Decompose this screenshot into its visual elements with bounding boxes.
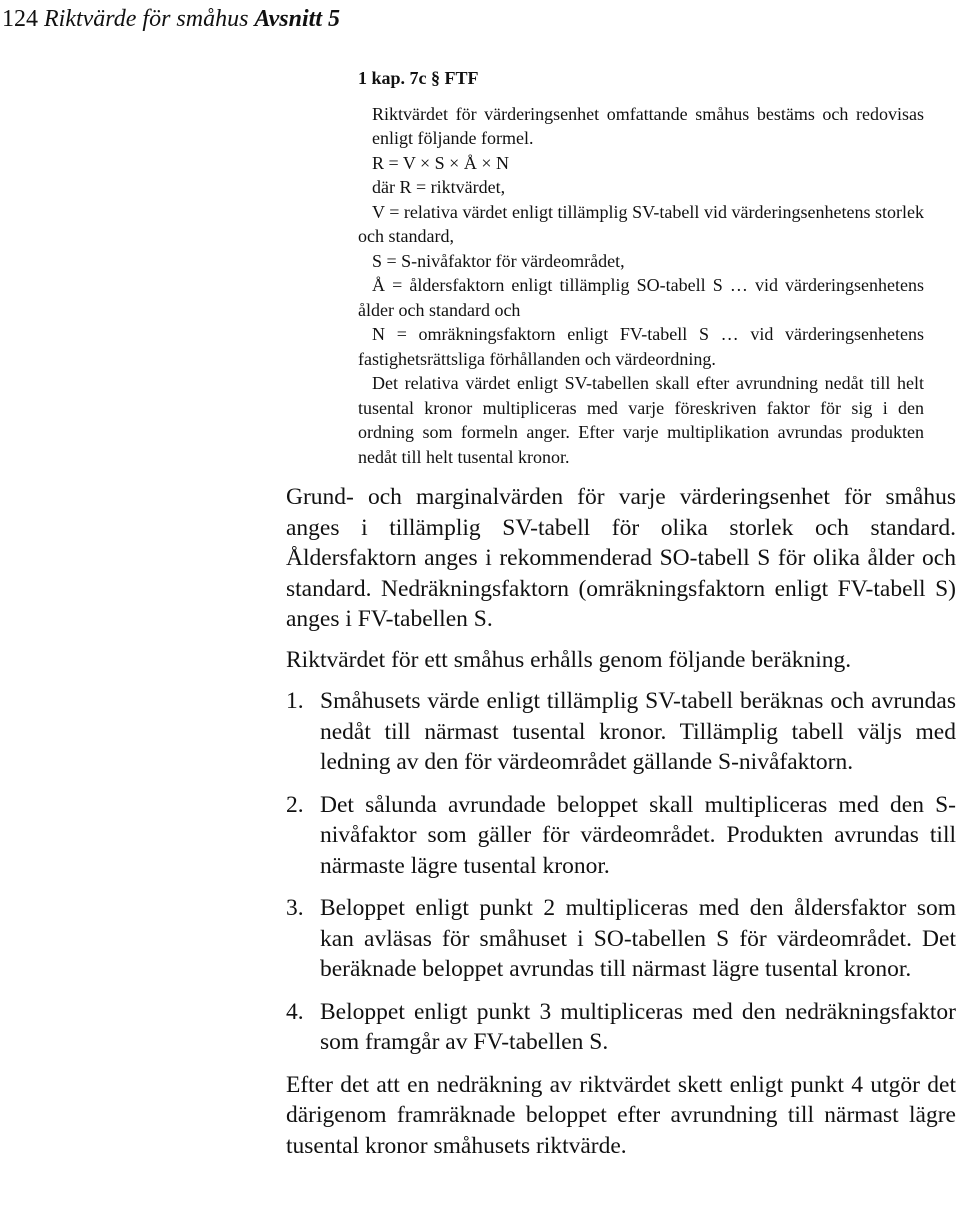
step-text: Beloppet enligt punkt 3 multipliceras med den nedräkningsfaktor som framgår av FV-tabellen S. <box>320 998 956 1055</box>
law-excerpt <box>358 66 924 469</box>
paragraph-conclusion: Efter det att en nedräkning av riktvärdet skett enligt punkt 4 utgör det därigenom framräknade beloppet efter avrundning till närmast lägre tusental kronor småhusets riktvärde. <box>286 1071 956 1159</box>
list-item <box>286 997 956 1058</box>
page-number: 124 <box>2 6 38 32</box>
definition-v: V = relativa värdet enligt tillämplig SV-tabell vid värderingsenhetens storlek och standard, <box>358 201 924 246</box>
list-item <box>286 686 956 778</box>
law-note: Det relativa värdet enligt SV-tabellen skall efter avrundning nedåt till helt tusental kronor multipliceras med varje föreskriven faktor för sig i den ordning som formeln anger. Efter varje multiplikation avrundas produkten nedåt till helt tusental kronor. <box>358 373 924 467</box>
step-text: Småhusets värde enligt tillämplig SV-tabell beräknas och avrundas nedåt till närmast tusental kronor. Tillämplig tabell väljs med ledning av den för värdeområdet gällande S-nivåfaktorn. <box>320 688 956 775</box>
body-text <box>286 482 956 1161</box>
step-text: Det sålunda avrundade beloppet skall multipliceras med den S-nivåfaktor som gäller för värdeområdet. Produkten avrundas till närmaste lägre tusental kronor. <box>320 791 956 879</box>
step-text: Beloppet enligt punkt 2 multipliceras med den åldersfaktor som kan avläsas för småhuset i SO-tabellen S för värdeområdet. Det beräknade beloppet avrundas till närmast lägre tusental kronor. <box>320 895 956 982</box>
step-number: 3. <box>286 895 304 921</box>
step-number: 2. <box>286 791 304 818</box>
step-number: 1. <box>286 688 304 714</box>
definition-a: Å = åldersfaktorn enligt tillämplig SO-tabell S … vid värderingsenhetens ålder och standard och <box>358 275 924 320</box>
formula: R = V × S × Å × N <box>372 152 509 173</box>
law-intro: Riktvärdet för värderingsenhet omfattande småhus bestäms och redovisas enligt följande formel. <box>372 103 924 148</box>
definition-s: S = S-nivåfaktor för värdeområdet, <box>372 250 625 271</box>
paragraph-tables: Grund- och marginalvärden för varje värderingsenhet för småhus anges i tillämplig SV-tabell för olika storlek och standard. Åldersfaktorn anges i rekommenderad SO-tabell S för olika ålder och standard. Nedräkningsfaktorn (omräkningsfaktorn enligt FV-tabell S) anges i FV-tabellen S. <box>286 484 956 632</box>
law-heading: 1 kap. 7c § FTF <box>358 68 479 88</box>
section-label: Avsnitt 5 <box>254 6 340 32</box>
step-number: 4. <box>286 998 304 1025</box>
running-title: Riktvärde för småhus <box>44 6 249 32</box>
page-header <box>2 4 340 34</box>
paragraph-calculation-intro: Riktvärdet för ett småhus erhålls genom följande beräkning. <box>286 646 852 673</box>
definition-n: N = omräkningsfaktorn enligt FV-tabell S … vid värderingsenhetens fastighetsrättsliga förhållanden och värdeordning. <box>358 324 924 369</box>
definitions-intro: där R = riktvärdet, <box>372 177 506 197</box>
calculation-steps <box>286 686 956 1058</box>
list-item <box>286 893 956 985</box>
list-item <box>286 790 956 882</box>
